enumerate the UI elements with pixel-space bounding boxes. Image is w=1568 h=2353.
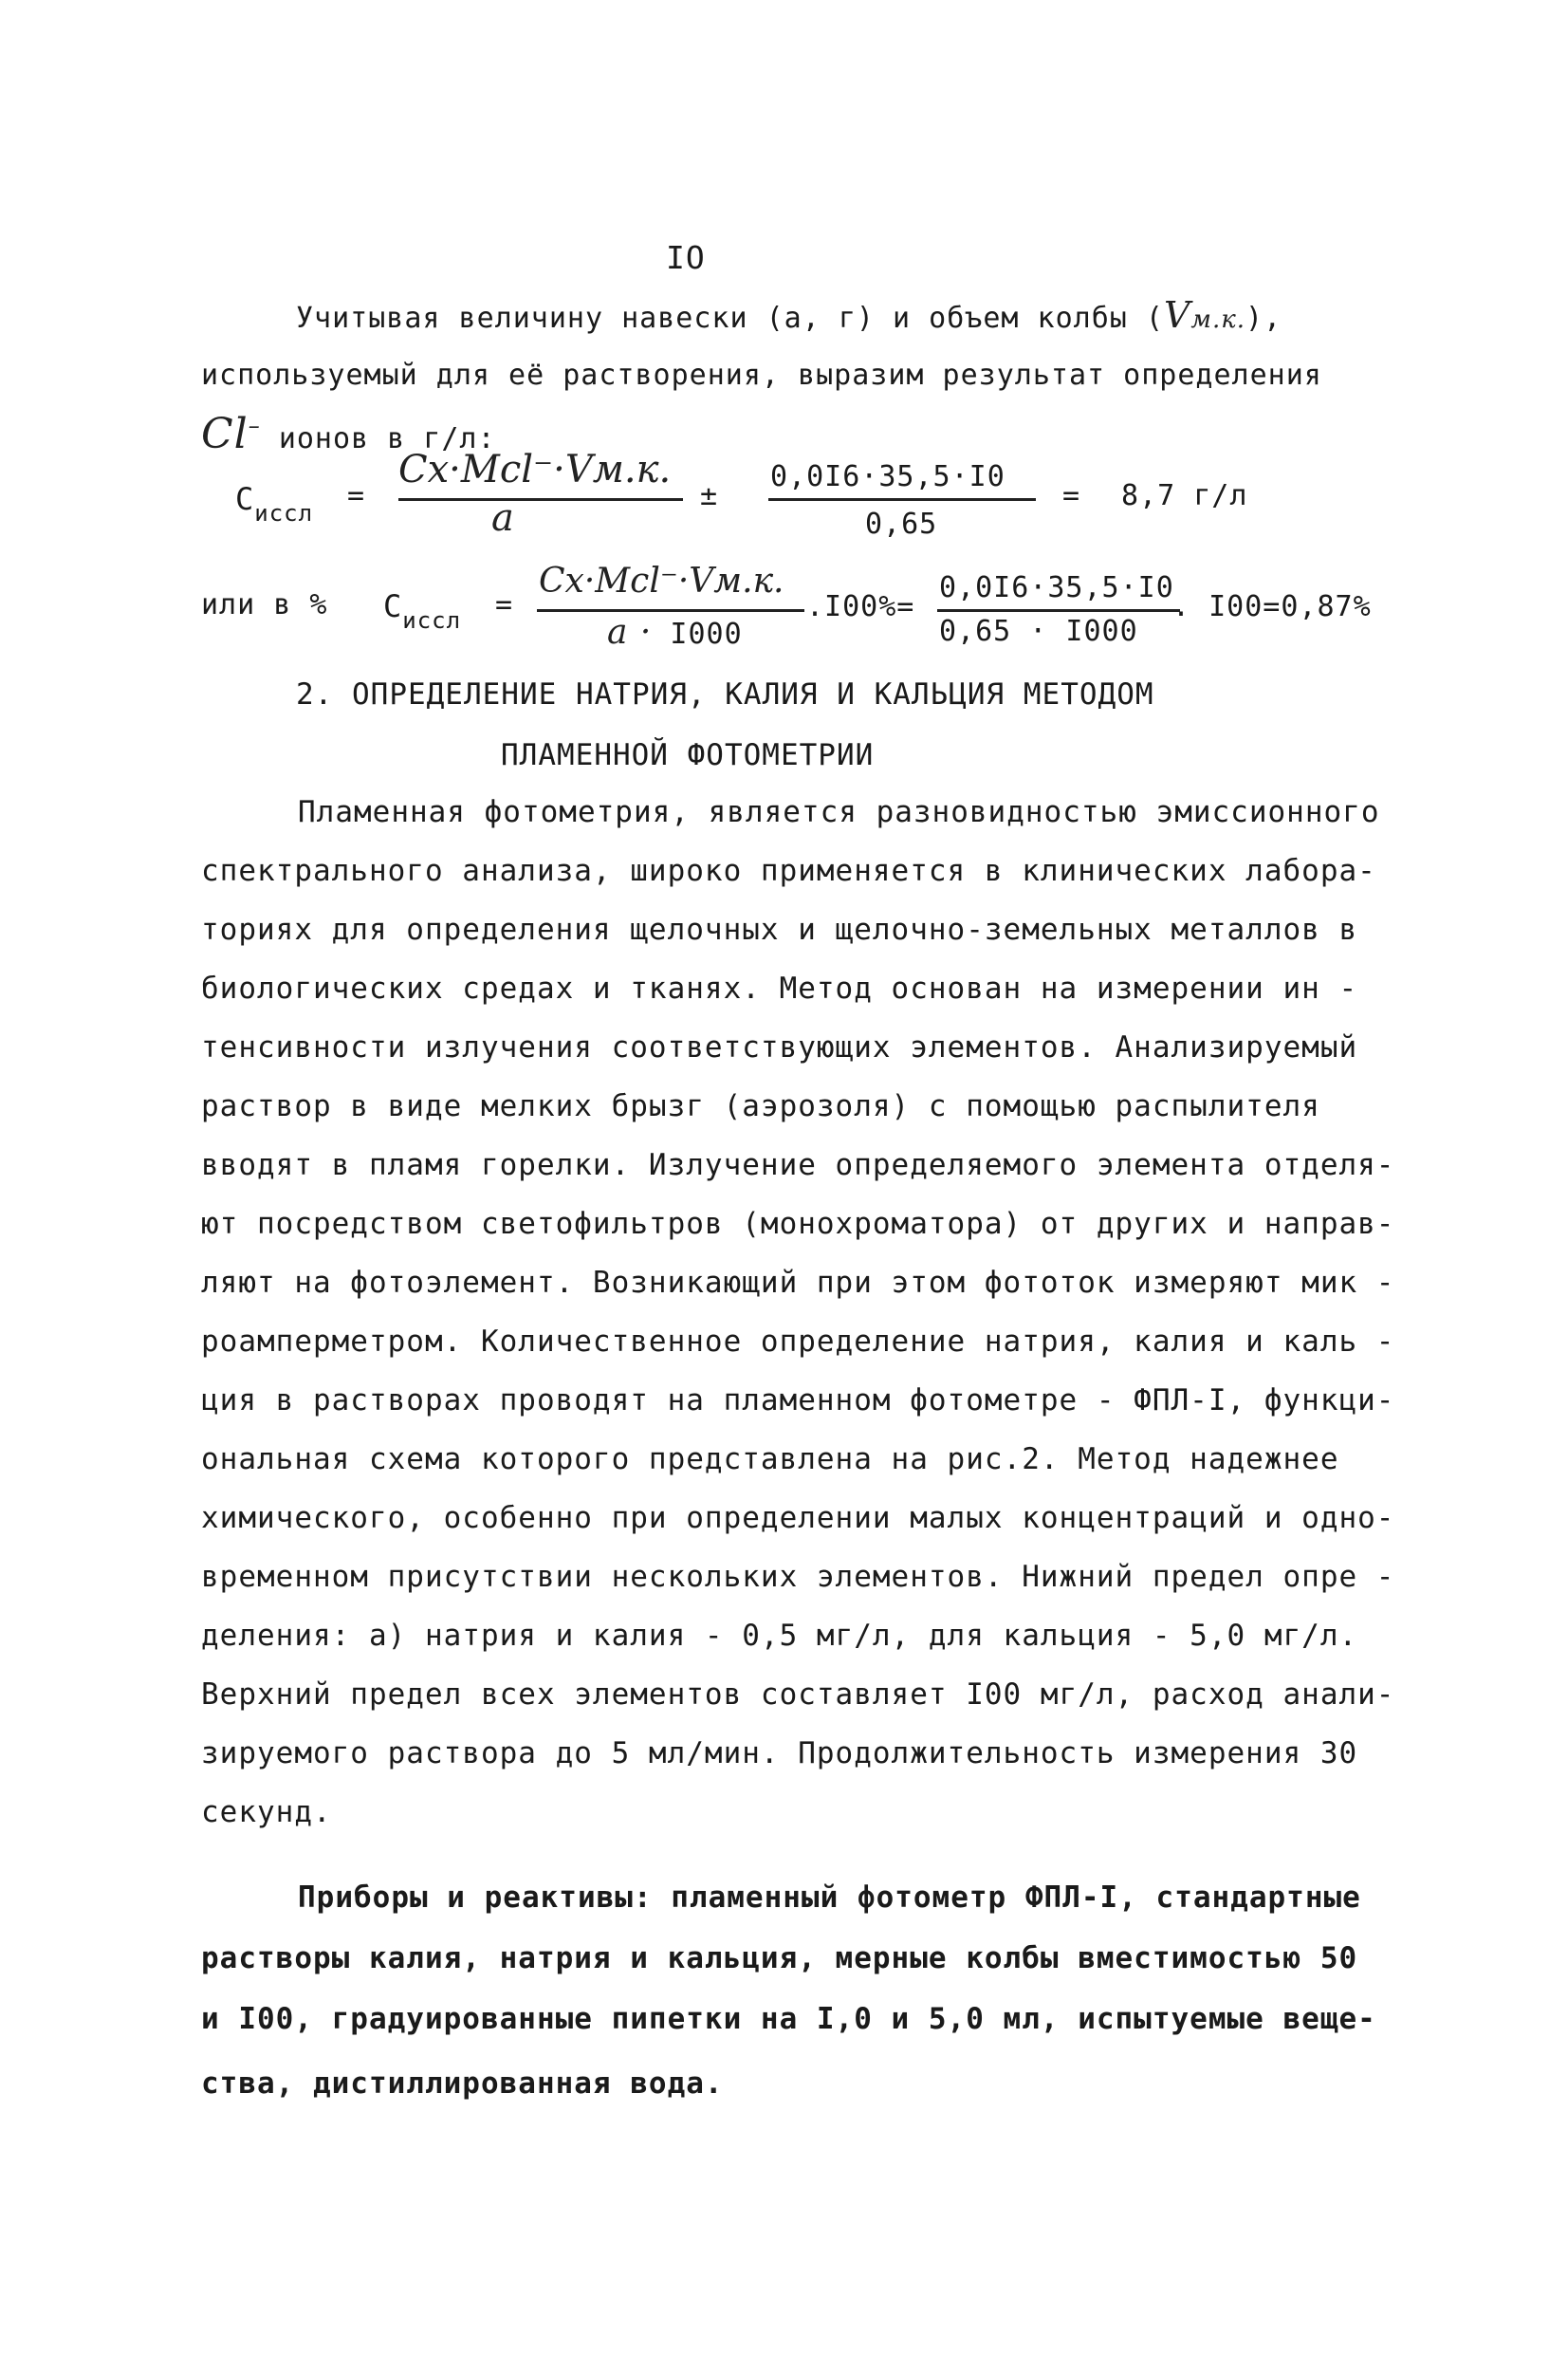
paragraph-line: ция в растворах проводят на пламенном фотометре - ФПЛ-I, функци-: [201, 1383, 1395, 1417]
paragraph-line: Верхний предел всех элементов составляет I00 мг/л, расход анали-: [201, 1677, 1395, 1712]
paragraph-line: зируемого раствора до 5 мл/мин. Продолжительность измерения 30: [201, 1736, 1358, 1770]
section-heading-line-2: ПЛАМЕННОЙ ФОТОМЕТРИИ: [501, 738, 875, 772]
intro-line-1: [296, 294, 1282, 336]
paragraph-line: Пламенная фотометрия, является разновидностью эмиссионного: [298, 795, 1380, 829]
paragraph-line: роамперметром. Количественное определение натрия, калия и каль -: [201, 1325, 1395, 1359]
formula-2-prefix: или в %: [201, 588, 328, 621]
paragraph-line: ляют на фотоэлемент. Возникающий при этом фототок измеряют мик -: [201, 1266, 1395, 1300]
formula-1-denominator-hand: a: [491, 496, 514, 540]
intro-line-3-text: ионов в г/л:: [278, 422, 496, 455]
paragraph-line: химического, особенно при определении малых концентраций и одно-: [201, 1501, 1395, 1535]
formula-2-numerator-hand: Cx·Mcl⁻·Vм.к.: [539, 562, 784, 601]
section-heading-line-1: 2. ОПРЕДЕЛЕНИЕ НАТРИЯ, КАЛИЯ И КАЛЬЦИЯ МЕТОДОМ: [296, 677, 1154, 712]
formula-2-result: . I00=0,87%: [1172, 590, 1372, 623]
paragraph-line: раствор в виде мелких брызг (аэрозоля) с помощью распылителя: [201, 1089, 1320, 1123]
page-number: IO: [666, 239, 706, 276]
formula-2-denominator: a · I000: [607, 613, 743, 652]
intro-line-1-text: Учитывая величину навески (а, г) и объем колбы (: [296, 302, 1164, 335]
formula-1-denominator-value: 0,65: [865, 508, 938, 541]
paragraph-line: ональная схема которого представлена на рис.2. Метод надежнее: [201, 1442, 1339, 1476]
formula-1-fraction-bar-hand: [398, 498, 683, 501]
paragraph-line: ства, дистиллированная вода.: [201, 2066, 724, 2101]
paragraph-line: и I00, градуированные пипетки на I,0 и 5,0 мл, испытуемые веще-: [201, 2002, 1376, 2036]
formula-2-lhs: $С_{иссл}$: [383, 588, 462, 634]
paragraph-line: секунд.: [201, 1795, 332, 1829]
formula-1-lhs: $С_{иссл}$: [235, 481, 314, 527]
formula-2-fraction-bar-value: [937, 609, 1180, 612]
paragraph-line: биологических средах и тканях. Метод основан на измерении ин -: [201, 972, 1358, 1006]
formula-1-numerator-value: 0,0I6·35,5·I0: [770, 460, 1005, 493]
paragraph-line: Приборы и реактивы: пламенный фотометр ФПЛ-I, стандартные: [298, 1881, 1361, 1915]
intro-line-2: используемый для её растворения, выразим результат определения: [201, 359, 1322, 392]
formula-2-times: .I00%=: [806, 590, 915, 623]
formula-2-eq: =: [495, 588, 514, 621]
formula-1-numerator-hand: Cx·Mcl⁻·Vм.к.: [398, 448, 672, 491]
chloride-symbol: Cl–: [201, 410, 261, 458]
formula-2-fraction-bar-hand: [537, 609, 804, 612]
formula-2-numerator-value: 0,0I6·35,5·I0: [939, 571, 1174, 604]
formula-1-eq2: =: [1062, 479, 1081, 512]
formula-1-operator: ±: [700, 479, 719, 512]
formula-1-eq: =: [347, 479, 366, 512]
paragraph-line: растворы калия, натрия и кальция, мерные колбы вместимостью 50: [201, 1941, 1358, 1975]
formula-2-denominator-value: 0,65 · I000: [939, 615, 1138, 648]
paragraph-line: спектрального анализа, широко применяется в клинических лабора-: [201, 854, 1376, 888]
volume-symbol: Vм.к.: [1163, 294, 1246, 336]
paragraph-line: временном присутствии нескольких элементов. Нижний предел опре -: [201, 1560, 1395, 1594]
paragraph-line: вводят в пламя горелки. Излучение определяемого элемента отделя-: [201, 1148, 1395, 1182]
paragraph-line: деления: а) натрия и калия - 0,5 мг/л, для кальция - 5,0 мг/л.: [201, 1619, 1358, 1653]
formula-1-result: 8,7 г/л: [1121, 479, 1248, 512]
paragraph-line: ториях для определения щелочных и щелочно-земельных металлов в: [201, 913, 1358, 947]
paragraph-line: тенсивности излучения соответствующих элементов. Анализируемый: [201, 1030, 1358, 1065]
formula-1-fraction-bar-value: [768, 498, 1036, 501]
paragraph-line: ют посредством светофильтров (монохроматора) от других и направ-: [201, 1207, 1395, 1241]
intro-line-1-end: ),: [1245, 302, 1282, 335]
